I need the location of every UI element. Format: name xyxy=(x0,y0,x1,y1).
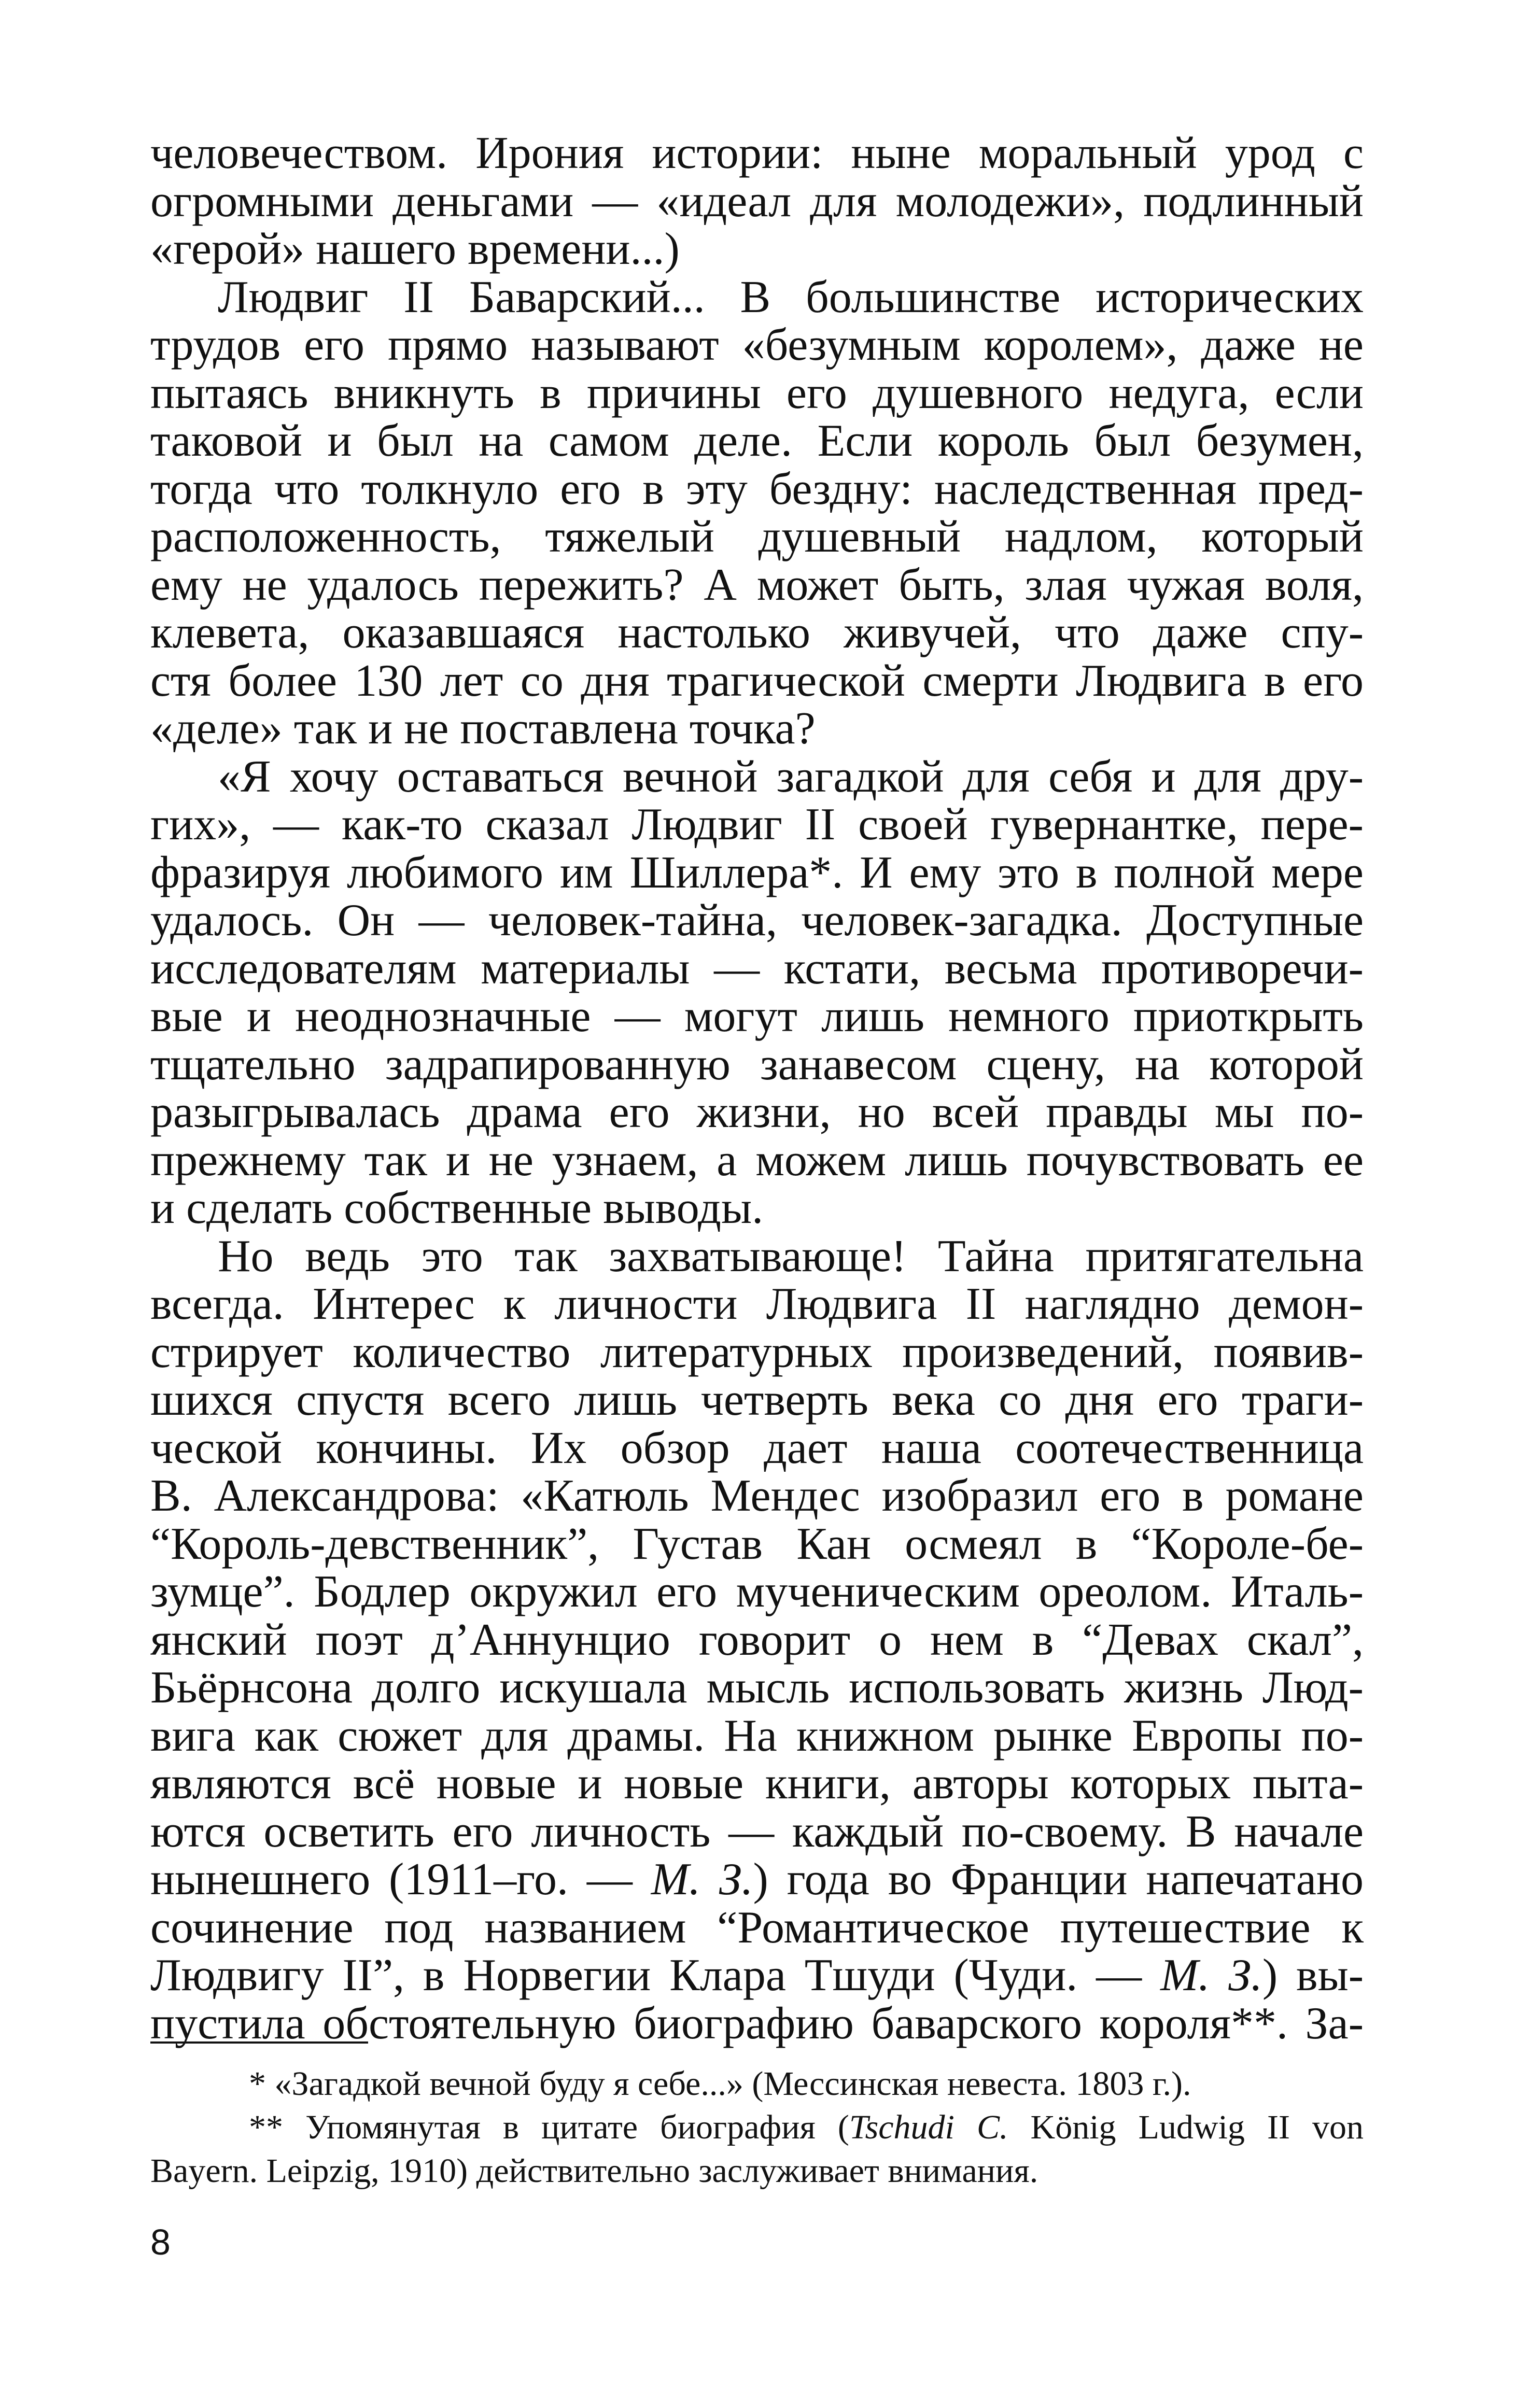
footnote-2 xyxy=(150,2106,1364,2149)
text-line: человечеством. Ирония истории: ныне моральный урод с xyxy=(150,128,1364,178)
text-line: «герой» нашего времени...) xyxy=(150,224,680,274)
text-line: пустила обстоятельную биографию баварского короля**. За- xyxy=(150,1998,1364,2049)
text-run: ) года во Франции напечатано xyxy=(753,1854,1364,1905)
text-line: вые и неоднозначные — могут лишь немного приоткрыть xyxy=(150,991,1364,1041)
text-line: ются осветить его личность — каждый по-своему. В начале xyxy=(150,1806,1364,1857)
text-run: ) вы- xyxy=(1262,1950,1364,2001)
text-line: прежнему так и не узнаем, а можем лишь почувствовать ее xyxy=(150,1135,1364,1186)
text-run: ** Упомянутая в цитате биография ( xyxy=(249,2108,849,2146)
text-line: удалось. Он — человек-тайна, человек-загадка. Доступные xyxy=(150,895,1364,946)
text-line: ему не удалось пережить? А может быть, злая чужая воля, xyxy=(150,559,1364,610)
footnote-1: * «Загадкой вечной буду я себе...» (Мессинская невеста. 1803 г.). xyxy=(249,2065,1191,2103)
text-line xyxy=(150,1952,1364,2000)
text-line: «Я хочу оставаться вечной загадкой для себя и для дру- xyxy=(218,751,1364,802)
text-line: исследователям материалы — кстати, весьма противоречи- xyxy=(150,943,1364,994)
text-line: ческой кончины. Их обзор дает наша соотечественница xyxy=(150,1423,1364,1473)
text-line: гих», — как-то сказал Людвиг II своей гувернантке, пере- xyxy=(150,799,1364,850)
text-line: тогда что толкнуло его в эту бездну: наследственная пред- xyxy=(150,463,1364,514)
text-line: являются всё новые и новые книги, авторы которых пыта- xyxy=(150,1758,1364,1809)
text-line: тщательно задрапированную занавесом сцену, на которой xyxy=(150,1039,1364,1090)
page-number: 8 xyxy=(150,2222,171,2262)
footnote-2-continued: Bayern. Leipzig, 1910) действительно заслуживает внимания. xyxy=(150,2152,1038,2190)
text-line: Но ведь это так захватывающе! Тайна притягательна xyxy=(218,1231,1364,1282)
text-line: Людвиг II Баварский... В большинстве исторических xyxy=(218,272,1364,322)
text-run: нынешнего (1911–го. — xyxy=(150,1854,651,1905)
text-line: вига как сюжет для драмы. На книжном рынке Европы по- xyxy=(150,1710,1364,1761)
body-text xyxy=(150,130,1364,2048)
text-line: янский поэт д’Аннунцио говорит о нем в “Девах скал”, xyxy=(150,1614,1364,1665)
text-line: пытаясь вникнуть в причины его душевного недуга, если xyxy=(150,368,1364,418)
text-line: разыгрывалась драма его жизни, но всей правды мы по- xyxy=(150,1087,1364,1137)
text-line: и сделать собственные выводы. xyxy=(150,1183,764,1233)
text-line: таковой и был на самом деле. Если король был безумен, xyxy=(150,416,1364,466)
text-line xyxy=(150,1856,1364,1904)
page-content xyxy=(150,130,1364,2048)
text-line: фразируя любимого им Шиллера*. И ему это в полной мере xyxy=(150,847,1364,898)
text-line: сочинение под названием “Романтическое путешествие к xyxy=(150,1902,1364,1953)
text-line: стрирует количество литературных произведений, появив- xyxy=(150,1327,1364,1377)
text-line: огромными деньгами — «идеал для молодежи», подлинный xyxy=(150,176,1364,227)
text-line: “Король-девственник”, Густав Кан осмеял в “Короле-бе- xyxy=(150,1518,1364,1569)
cited-author: Tschudi C. xyxy=(849,2108,1008,2146)
footnote-separator xyxy=(150,2041,368,2044)
text-line: В. Александрова: «Катюль Мендес изобразил его в романе xyxy=(150,1471,1364,1521)
text-line: всегда. Интерес к личности Людвига II наглядно демон- xyxy=(150,1279,1364,1329)
text-run: Людвигу II”, в Норвегии Клара Тшуди (Чуди. — xyxy=(150,1950,1161,2001)
footnotes xyxy=(150,2062,1364,2193)
text-line: зумце”. Бодлер окружил его мученическим ореолом. Италь- xyxy=(150,1567,1364,1617)
text-line: клевета, оказавшаяся настолько живучей, что даже спу- xyxy=(150,608,1364,658)
text-line: стя более 130 лет со дня трагической смерти Людвига в его xyxy=(150,655,1364,706)
text-line: «деле» так и не поставлена точка? xyxy=(150,703,816,754)
text-run: König Ludwig II von xyxy=(1008,2108,1364,2146)
text-line: шихся спустя всего лишь четверть века со дня его траги- xyxy=(150,1375,1364,1425)
author-initials: М. З. xyxy=(651,1854,753,1905)
text-line: трудов его прямо называют «безумным королем», даже не xyxy=(150,320,1364,370)
author-initials: М. З. xyxy=(1160,1950,1262,2001)
text-line: Бьёрнсона долго искушала мысль использовать жизнь Люд- xyxy=(150,1663,1364,1713)
text-line: расположенность, тяжелый душевный надлом, который xyxy=(150,512,1364,562)
